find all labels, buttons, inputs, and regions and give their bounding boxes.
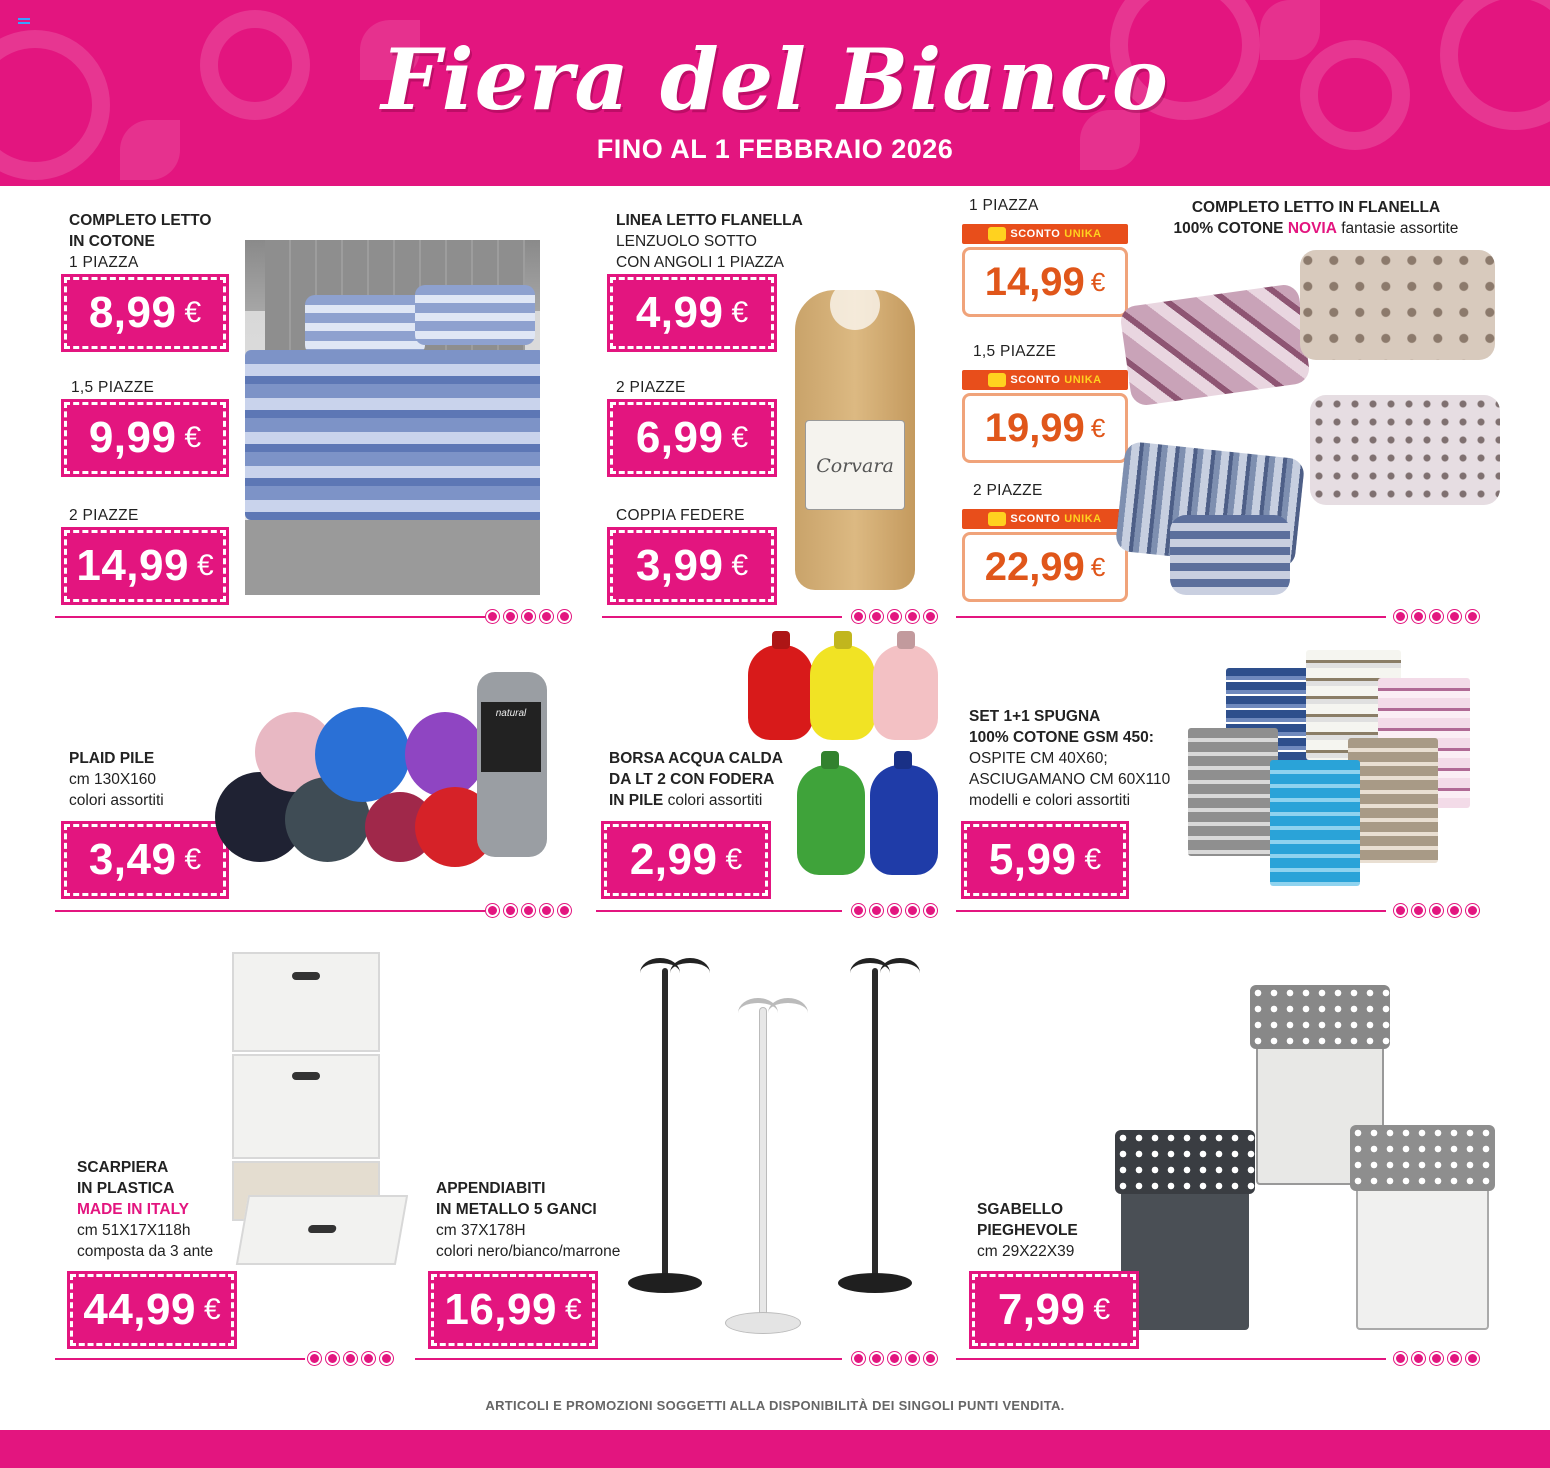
footer-bar bbox=[0, 1430, 1550, 1468]
divider bbox=[956, 1358, 1386, 1360]
currency-symbol: € bbox=[1090, 551, 1106, 582]
product-desc: colori assortiti bbox=[69, 792, 164, 809]
brand-name: NOVIA bbox=[1287, 220, 1337, 237]
divider-dots bbox=[1394, 610, 1479, 623]
unika-logo-icon bbox=[988, 227, 1006, 241]
price-tag bbox=[431, 1274, 595, 1346]
product-name: BORSA ACQUA CALDA bbox=[609, 750, 783, 767]
hot-water-bottle-photo bbox=[797, 765, 865, 875]
price-tag bbox=[64, 530, 226, 602]
product-name: IN PLASTICA bbox=[77, 1180, 175, 1197]
product-name: IN PILE bbox=[609, 792, 664, 809]
price-tag bbox=[604, 824, 768, 896]
price-tag bbox=[962, 532, 1128, 602]
product-title bbox=[609, 748, 783, 811]
price-amount: 44,99 bbox=[83, 1285, 196, 1334]
price-amount: 14,99 bbox=[76, 541, 189, 590]
product-desc: CON ANGOLI 1 PIAZZA bbox=[616, 254, 784, 271]
price-amount: 3,49 bbox=[88, 835, 177, 884]
unika-logo-icon bbox=[988, 512, 1006, 526]
product-desc: cm 51X17X118h bbox=[77, 1222, 191, 1239]
roll-label: natural bbox=[481, 702, 541, 772]
divider bbox=[55, 910, 485, 912]
price-tag bbox=[962, 247, 1128, 317]
blanket-roll bbox=[477, 672, 547, 857]
page-subtitle: FINO AL 1 FEBBRAIO 2026 bbox=[596, 134, 954, 164]
price-tag bbox=[64, 277, 226, 349]
divider-dots bbox=[486, 610, 571, 623]
product-title bbox=[77, 1157, 213, 1262]
product-name: IN COTONE bbox=[69, 233, 155, 250]
hot-water-bottle-photo bbox=[873, 645, 938, 740]
badge-text: SCONTO bbox=[1010, 513, 1061, 525]
hot-water-bottle-photo bbox=[870, 765, 938, 875]
product-desc: composta da 3 ante bbox=[77, 1243, 214, 1260]
size-label: COPPIA FEDERE bbox=[616, 507, 745, 524]
size-label: 1 PIAZZA bbox=[69, 254, 139, 271]
currency-symbol: € bbox=[196, 549, 214, 582]
size-label: 2 PIAZZE bbox=[69, 507, 139, 524]
currency-symbol: € bbox=[1084, 843, 1102, 876]
product-name: 100% COTONE GSM 450: bbox=[969, 729, 1154, 746]
price-amount: 22,99 bbox=[984, 544, 1085, 589]
product-name: SET 1+1 SPUGNA bbox=[969, 708, 1101, 725]
price-tag bbox=[64, 824, 226, 896]
product-name: PLAID PILE bbox=[69, 750, 155, 767]
product-desc: colori nero/bianco/marrone bbox=[436, 1243, 621, 1260]
product-name: DA LT 2 CON FODERA bbox=[609, 771, 775, 788]
product-desc: OSPITE CM 40X60; bbox=[969, 750, 1108, 767]
divider-dots bbox=[1394, 1352, 1479, 1365]
product-desc: LENZUOLO SOTTO bbox=[616, 233, 757, 250]
product-desc: colori assortiti bbox=[667, 792, 763, 809]
price-tag bbox=[964, 824, 1126, 896]
currency-symbol: € bbox=[1090, 412, 1106, 443]
price-amount: 4,99 bbox=[635, 288, 724, 337]
product-title bbox=[69, 748, 164, 811]
towels-photo bbox=[1188, 650, 1478, 890]
divider-dots bbox=[308, 1352, 393, 1365]
flag-icon bbox=[18, 18, 30, 24]
discount-badge bbox=[962, 224, 1128, 244]
currency-symbol: € bbox=[731, 296, 749, 329]
price-amount: 16,99 bbox=[444, 1285, 557, 1334]
currency-symbol: € bbox=[184, 843, 202, 876]
product-name: SGABELLO bbox=[977, 1201, 1064, 1218]
product-desc: modelli e colori assortiti bbox=[969, 792, 1131, 809]
badge-text: SCONTO bbox=[1010, 228, 1061, 240]
divider-dots bbox=[852, 1352, 937, 1365]
discount-badge bbox=[962, 509, 1128, 529]
bed-set-photo bbox=[245, 240, 540, 595]
size-label: 2 PIAZZE bbox=[616, 379, 686, 396]
badge-brand: UNIKA bbox=[1064, 513, 1102, 525]
product-name: COMPLETO LETTO bbox=[69, 212, 212, 229]
currency-symbol: € bbox=[725, 843, 743, 876]
price-amount: 9,99 bbox=[88, 413, 177, 462]
badge-brand: UNIKA bbox=[1064, 228, 1102, 240]
currency-symbol: € bbox=[184, 296, 202, 329]
header-banner bbox=[0, 0, 1550, 186]
price-tag bbox=[64, 402, 226, 474]
product-desc: cm 130X160 bbox=[69, 771, 157, 788]
price-amount: 19,99 bbox=[984, 405, 1085, 450]
currency-symbol: € bbox=[564, 1293, 582, 1326]
price-amount: 5,99 bbox=[988, 835, 1077, 884]
fleece-blankets-photo bbox=[215, 672, 555, 872]
price-amount: 14,99 bbox=[984, 259, 1085, 304]
disclaimer-note: ARTICOLI E PROMOZIONI SOGGETTI ALLA DISPONIBILITÀ DEI SINGOLI PUNTI VENDITA. bbox=[485, 1398, 1065, 1413]
discount-badge bbox=[962, 370, 1128, 390]
divider-dots bbox=[1394, 904, 1479, 917]
price-amount: 6,99 bbox=[635, 413, 724, 462]
unika-logo-icon bbox=[988, 373, 1006, 387]
shoe-cabinet-photo bbox=[228, 950, 408, 1270]
product-name: PIEGHEVOLE bbox=[977, 1222, 1078, 1239]
product-name: IN METALLO 5 GANCI bbox=[436, 1201, 597, 1218]
product-title bbox=[977, 1199, 1078, 1262]
divider bbox=[956, 910, 1386, 912]
divider bbox=[596, 910, 842, 912]
divider bbox=[415, 1358, 842, 1360]
currency-symbol: € bbox=[1090, 266, 1106, 297]
product-title bbox=[69, 210, 211, 252]
price-tag bbox=[610, 402, 774, 474]
currency-symbol: € bbox=[1093, 1293, 1111, 1326]
divider-dots bbox=[486, 904, 571, 917]
product-title bbox=[969, 706, 1170, 811]
price-amount: 8,99 bbox=[88, 288, 177, 337]
product-desc: fantasie assortite bbox=[1341, 220, 1459, 237]
hot-water-bottle-photo bbox=[810, 645, 875, 740]
product-desc: cm 37X178H bbox=[436, 1222, 526, 1239]
price-amount: 7,99 bbox=[997, 1285, 1086, 1334]
hot-water-bottle-photo bbox=[748, 645, 813, 740]
product-desc: cm 29X22X39 bbox=[977, 1243, 1075, 1260]
size-label: 1 PIAZZA bbox=[969, 197, 1039, 214]
price-amount: 3,99 bbox=[635, 541, 724, 590]
made-in-italy-label: MADE IN ITALY bbox=[77, 1201, 189, 1218]
divider-dots bbox=[852, 610, 937, 623]
price-tag bbox=[610, 277, 774, 349]
size-label: 2 PIAZZE bbox=[973, 482, 1043, 499]
price-amount: 2,99 bbox=[629, 835, 718, 884]
product-name: LINEA LETTO FLANELLA bbox=[616, 212, 803, 229]
sheet-package-photo bbox=[795, 290, 915, 590]
badge-brand: UNIKA bbox=[1064, 374, 1102, 386]
currency-symbol: € bbox=[731, 549, 749, 582]
currency-symbol: € bbox=[184, 421, 202, 454]
divider bbox=[956, 616, 1386, 618]
product-desc: ASCIUGAMANO CM 60X110 bbox=[969, 771, 1171, 788]
price-tag bbox=[70, 1274, 234, 1346]
flannel-sets-photo bbox=[1115, 250, 1510, 605]
product-name: APPENDIABITI bbox=[436, 1180, 546, 1197]
page-title: Fiera del Bianco bbox=[381, 30, 1169, 129]
product-name: COMPLETO LETTO IN FLANELLA bbox=[1191, 199, 1441, 216]
price-tag bbox=[972, 1274, 1136, 1346]
currency-symbol: € bbox=[203, 1293, 221, 1326]
divider bbox=[55, 1358, 305, 1360]
product-name: 100% COTONE bbox=[1173, 220, 1284, 237]
product-title bbox=[1163, 197, 1469, 239]
divider bbox=[55, 616, 485, 618]
coat-stands-photo bbox=[620, 948, 930, 1343]
divider bbox=[602, 616, 842, 618]
currency-symbol: € bbox=[731, 421, 749, 454]
package-label: Corvara bbox=[805, 420, 905, 510]
product-name: SCARPIERA bbox=[77, 1159, 169, 1176]
product-title bbox=[616, 210, 803, 273]
price-tag bbox=[610, 530, 774, 602]
price-tag bbox=[962, 393, 1128, 463]
size-label: 1,5 PIAZZE bbox=[71, 379, 155, 396]
size-label: 1,5 PIAZZE bbox=[973, 343, 1057, 360]
product-title bbox=[436, 1178, 620, 1262]
divider-dots bbox=[852, 904, 937, 917]
badge-text: SCONTO bbox=[1010, 374, 1061, 386]
folding-stools-photo bbox=[1110, 985, 1505, 1345]
